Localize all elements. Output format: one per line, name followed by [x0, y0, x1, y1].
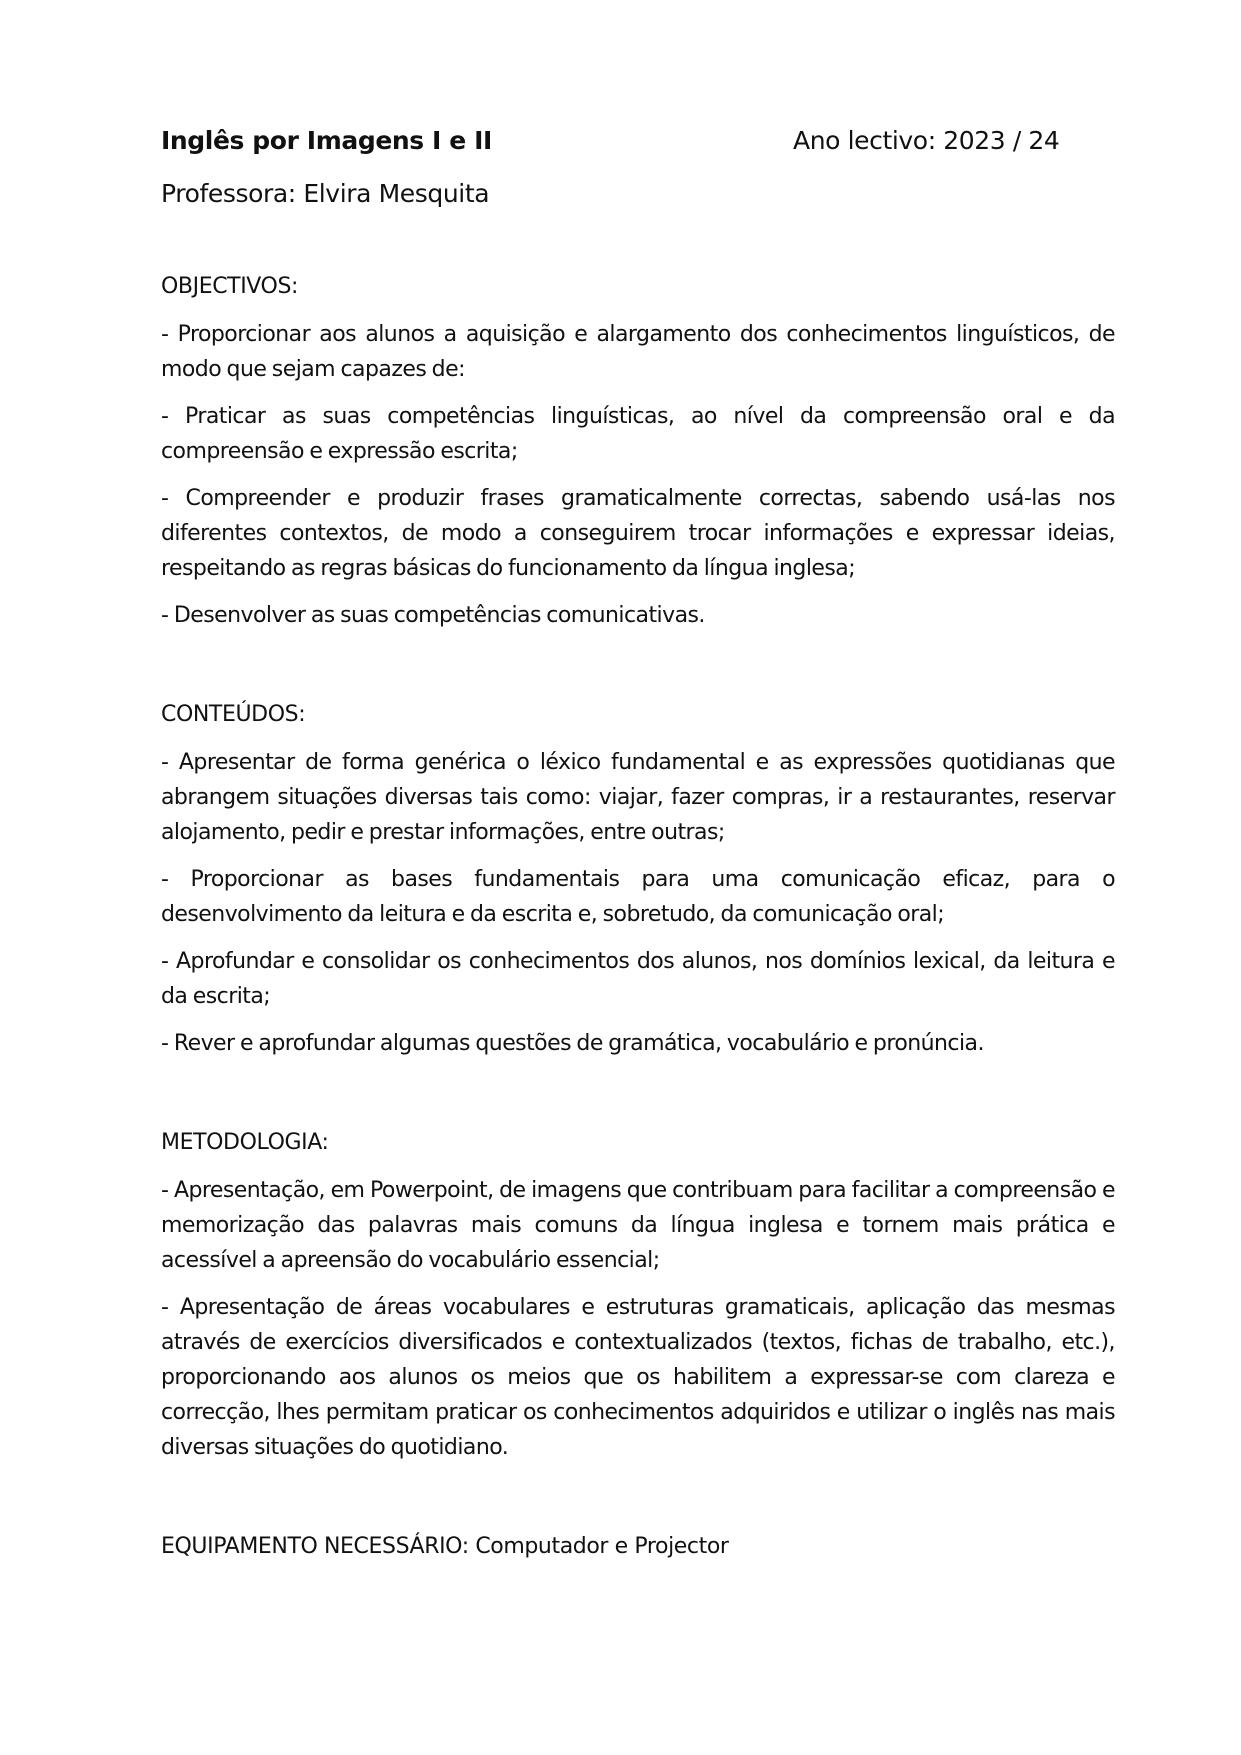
objectives-heading: OBJECTIVOS: — [161, 274, 299, 299]
contents-heading: CONTEÚDOS: — [161, 702, 306, 727]
content-item: - Proporcionar as bases fundamentais para uma comunicação eficaz, para o desenvolvimento da leitura e da escrita e, sobretudo, da comunicação oral; — [161, 867, 1115, 927]
teacher-name: Professora: Elvira Mesquita — [161, 179, 490, 208]
document-page — [161, 126, 1115, 1559]
objective-item: - Praticar as suas competências linguísticas, ao nível da compreensão oral e da compreensão e expressão escrita; — [161, 404, 1115, 464]
equipment-line: EQUIPAMENTO NECESSÁRIO: Computador e Projector — [161, 1534, 729, 1559]
methodology-item: - Apresentação, em Powerpoint, de imagens que contribuam para facilitar a compreensão e memorização das palavras mais comuns da língua inglesa e tornem mais prática e acessível a apreensão do vocabulário essencial; — [161, 1178, 1115, 1273]
methodology-section — [161, 1130, 1115, 1465]
objective-item: - Compreender e produzir frases gramaticalmente correctas, sabendo usá-las nos diferentes contextos, de modo a conseguirem trocar informações e expressar ideias, respeitando as regras básicas do funcionamento da língua inglesa; — [161, 486, 1115, 581]
content-item: - Apresentar de forma genérica o léxico fundamental e as expressões quotidianas que abrangem situações diversas tais como: viajar, fazer compras, ir a restaurantes, reservar alojamento, pedir e prestar informações, entre outras; — [161, 750, 1115, 845]
content-item: - Aprofundar e consolidar os conhecimentos dos alunos, nos domínios lexical, da leitura e da escrita; — [161, 949, 1115, 1009]
school-year: Ano lectivo: 2023 / 24 — [793, 126, 1060, 155]
methodology-heading: METODOLOGIA: — [161, 1130, 329, 1155]
content-item: - Rever e aprofundar algumas questões de gramática, vocabulário e pronúncia. — [161, 1031, 984, 1056]
methodology-item: - Apresentação de áreas vocabulares e estruturas gramaticais, aplicação das mesmas através de exercícios diversificados e contextualizados (textos, fichas de trabalho, etc.), proporcionando aos alunos os meios que os habilitem a expressar-se com clareza e correcção, lhes permitam praticar os conhecimentos adquiridos e utilizar o inglês nas mais diversas situações do quotidiano. — [161, 1295, 1115, 1460]
contents-section — [161, 702, 1115, 1061]
course-title: Inglês por Imagens I e II — [161, 126, 492, 155]
objectives-section — [161, 274, 1115, 633]
objective-item: - Desenvolver as suas competências comunicativas. — [161, 603, 705, 628]
equipment-section — [161, 1534, 1115, 1559]
objective-item: - Proporcionar aos alunos a aquisição e alargamento dos conhecimentos linguísticos, de modo que sejam capazes de: — [161, 322, 1115, 382]
document-header — [161, 126, 1115, 162]
